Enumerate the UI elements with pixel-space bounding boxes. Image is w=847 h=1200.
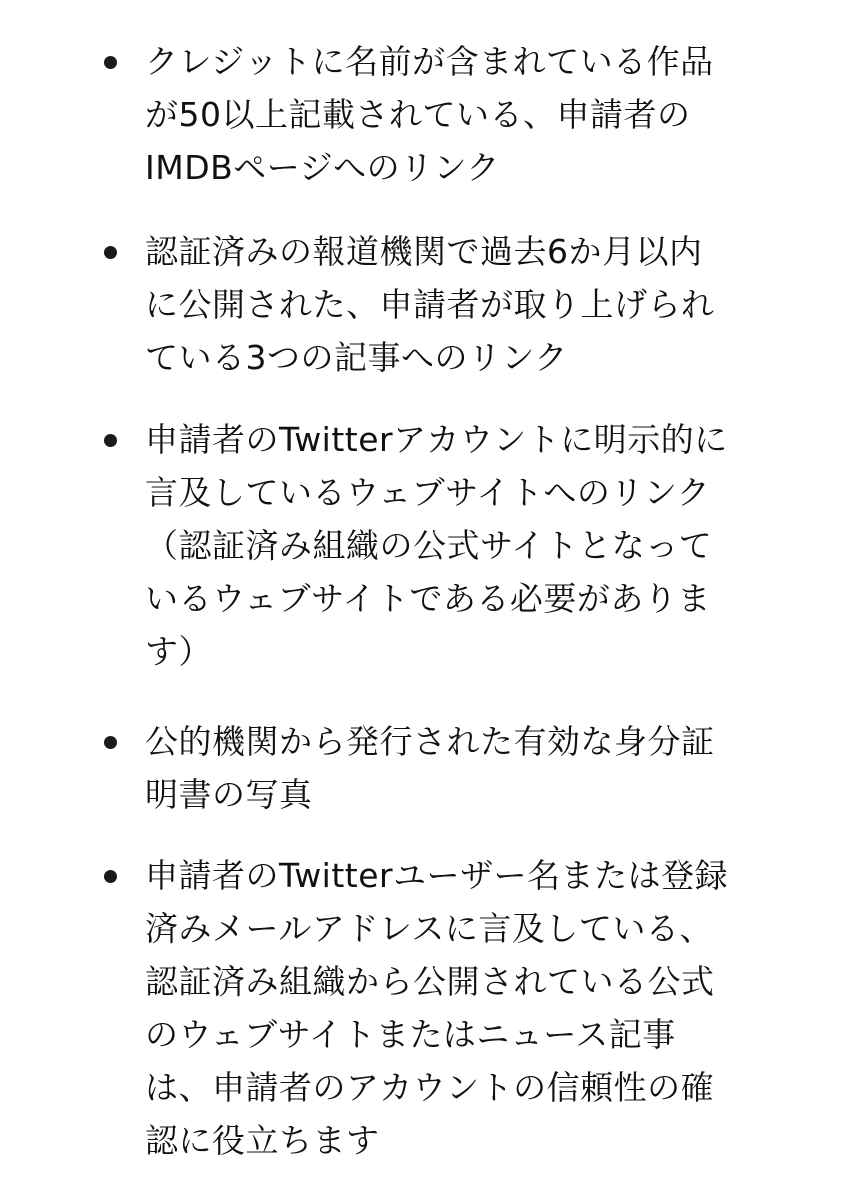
item-text-line: に公開された、申請者が取り上げられ [145, 285, 715, 324]
item-text-line: は、申請者のアカウントの信頼性の確 [145, 1068, 715, 1107]
item-text-line: 認に役立ちます [145, 1121, 380, 1160]
item-text-line: クレジットに名前が含まれている作品 [145, 42, 714, 81]
item-text-line: ている3つの記事へのリンク [145, 338, 568, 377]
item-text-line: （認証済み組織の公式サイトとなって [145, 526, 713, 565]
item-text-line: IMDBページへのリンク [145, 148, 500, 187]
bullet-icon [104, 246, 117, 259]
item-text-line: いるウェブサイトである必要がありま [145, 579, 711, 618]
bullet-icon [104, 870, 117, 883]
item-text-line: 申請者のTwitterユーザー名または登録 [145, 856, 729, 895]
item-text-line: 申請者のTwitterアカウントに明示的に [145, 420, 728, 459]
bullet-icon [104, 434, 117, 447]
item-text-line: す） [145, 632, 212, 671]
item-text-line: が50以上記載されている、申請者の [145, 95, 691, 134]
item-text-line: 言及しているウェブサイトへのリンク [145, 473, 711, 512]
bullet-icon [104, 56, 117, 69]
item-text-line: 済みメールアドレスに言及している、 [145, 909, 713, 948]
item-text-line: のウェブサイトまたはニュース記事 [145, 1015, 676, 1054]
bullet-icon [104, 736, 117, 749]
item-text-line: 公的機関から発行された有効な身分証 [145, 722, 715, 761]
item-text-line: 認証済み組織から公開されている公式 [145, 962, 715, 1001]
item-text-line: 認証済みの報道機関で過去6か月以内 [145, 232, 703, 271]
item-text-line: 明書の写真 [145, 775, 313, 814]
